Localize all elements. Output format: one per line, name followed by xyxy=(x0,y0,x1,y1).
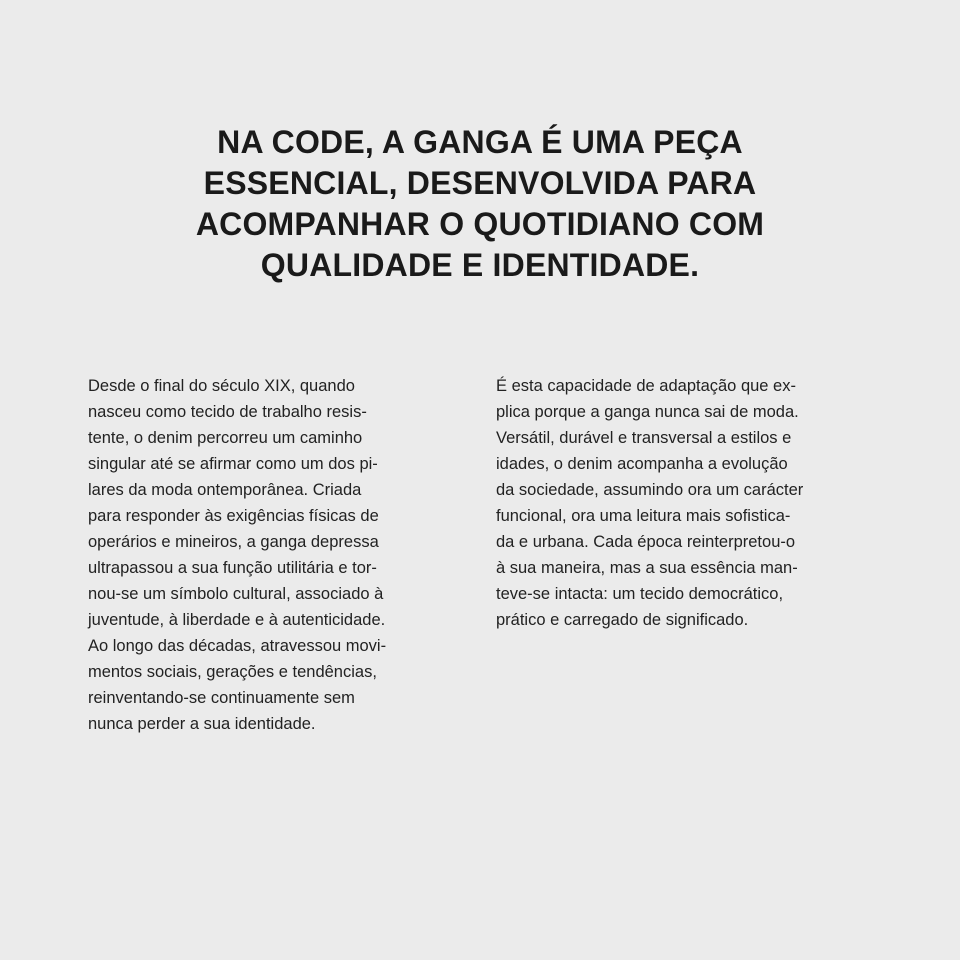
paragraph-line: juventude, à liberdade e à autenticidade. xyxy=(88,611,386,629)
paragraph-line: à sua maneira, mas a sua essência man- xyxy=(496,559,798,577)
paragraph-line: prático e carregado de significado. xyxy=(496,611,749,629)
paragraph-line: operários e mineiros, a ganga depressa xyxy=(88,533,379,551)
headline-line: QUALIDADE E IDENTIDADE. xyxy=(260,247,700,283)
paragraph-line: Versátil, durável e transversal a estilos e xyxy=(496,429,792,447)
paragraph-line: da sociedade, assumindo ora um carácter xyxy=(496,481,804,499)
headline-line: ESSENCIAL, DESENVOLVIDA PARA xyxy=(203,165,757,201)
headline-line: ACOMPANHAR O QUOTIDIANO COM xyxy=(195,206,765,242)
paragraph-line: ultrapassou a sua função utilitária e tor- xyxy=(88,559,377,577)
paragraph-line: idades, o denim acompanha a evolução xyxy=(496,455,788,473)
paragraph-line: funcional, ora uma leitura mais sofistica- xyxy=(496,507,791,525)
paragraph-line: reinventando-se continuamente sem xyxy=(88,689,355,707)
paragraph-line: lares da moda ontemporânea. Criada xyxy=(88,481,362,499)
paragraph-line: teve-se intacta: um tecido democrático, xyxy=(496,585,784,603)
paragraph-line: nunca perder a sua identidade. xyxy=(88,715,316,733)
paragraph-line: É esta capacidade de adaptação que ex- xyxy=(496,377,796,395)
headline-line: NA CODE, A GANGA É UMA PEÇA xyxy=(217,124,743,160)
paragraph-line: singular até se afirmar como um dos pi- xyxy=(88,455,378,473)
paragraph-line: da e urbana. Cada época reinterpretou-o xyxy=(496,533,796,551)
paragraph-line: para responder às exigências físicas de xyxy=(88,507,379,525)
paragraph-line: nasceu como tecido de trabalho resis- xyxy=(88,403,367,421)
headline xyxy=(120,122,840,286)
paragraph-line: Ao longo das décadas, atravessou movi- xyxy=(88,637,387,655)
body-column-left xyxy=(88,373,450,737)
paragraph-line: Desde o final do século XIX, quando xyxy=(88,377,355,395)
body-column-right xyxy=(496,373,876,633)
paragraph-line: mentos sociais, gerações e tendências, xyxy=(88,663,377,681)
paragraph-line: tente, o denim percorreu um caminho xyxy=(88,429,363,447)
paragraph-line: nou-se um símbolo cultural, associado à xyxy=(88,585,384,603)
paragraph-line: plica porque a ganga nunca sai de moda. xyxy=(496,403,799,421)
